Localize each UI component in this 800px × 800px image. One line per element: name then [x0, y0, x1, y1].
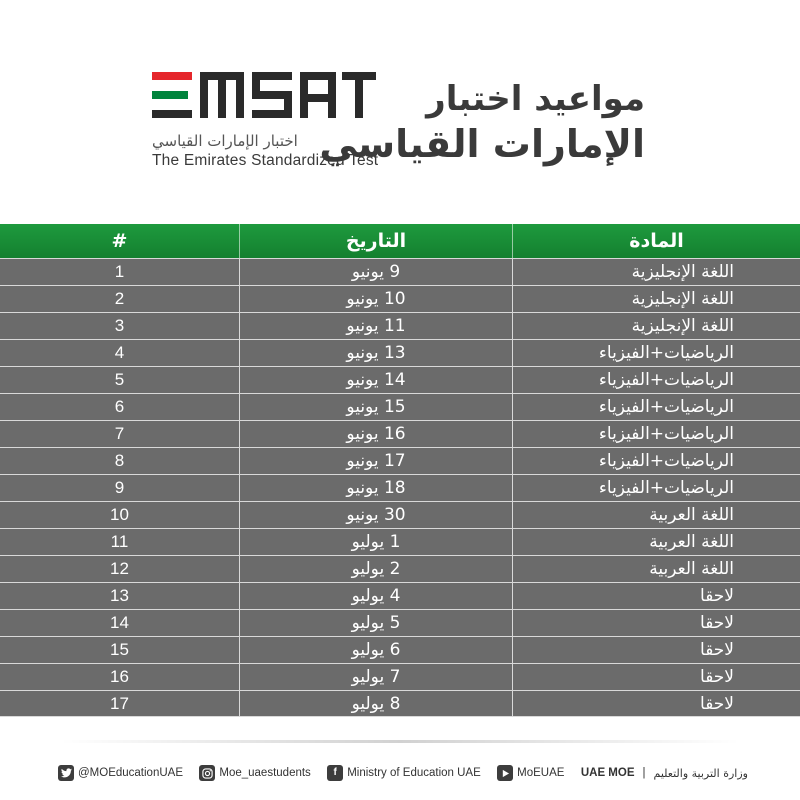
row-number: 10 — [0, 502, 240, 528]
row-date: 6 يوليو — [240, 637, 513, 663]
footer-youtube[interactable] — [497, 765, 564, 781]
facebook-handle: Ministry of Education UAE — [347, 767, 481, 779]
row-subject: الرياضيات+الفيزياء — [598, 451, 734, 471]
row-date: 8 يوليو — [240, 691, 513, 716]
row-number: 3 — [0, 313, 240, 339]
row-subject: اللغة الإنجليزية — [631, 316, 734, 336]
footer-ministry — [581, 767, 748, 780]
twitter-icon — [58, 765, 74, 781]
row-date: 2 يوليو — [240, 556, 513, 582]
table-row — [0, 636, 800, 663]
table-row — [0, 555, 800, 582]
row-number: 9 — [0, 475, 240, 501]
row-date: 17 يونيو — [240, 448, 513, 474]
row-number: 1 — [0, 259, 240, 285]
table-row — [0, 528, 800, 555]
row-date: 14 يونيو — [240, 367, 513, 393]
row-date: 7 يوليو — [240, 664, 513, 690]
row-number: 8 — [0, 448, 240, 474]
divider — [60, 740, 740, 743]
table-body — [0, 258, 800, 717]
footer-instagram[interactable] — [199, 765, 310, 781]
row-subject: اللغة العربية — [649, 505, 734, 525]
instagram-icon — [199, 765, 215, 781]
row-number: 5 — [0, 367, 240, 393]
row-date: 1 يوليو — [240, 529, 513, 555]
table-row — [0, 447, 800, 474]
row-subject: لاحقا — [700, 640, 734, 660]
column-header-subject: المادة — [629, 230, 684, 252]
row-number: 15 — [0, 637, 240, 663]
row-number: 4 — [0, 340, 240, 366]
logo-english-text: The Emirates Standardized Test — [152, 152, 379, 169]
title-line-1: مواعيد اختبار — [426, 79, 645, 119]
table-row — [0, 312, 800, 339]
twitter-handle: @MOEducationUAE — [78, 767, 183, 779]
row-subject: اللغة الإنجليزية — [631, 289, 734, 309]
column-header-date: التاريخ — [240, 224, 513, 258]
row-subject: اللغة العربية — [649, 559, 734, 579]
row-subject: الرياضيات+الفيزياء — [598, 478, 734, 498]
row-number: 2 — [0, 286, 240, 312]
footer — [58, 760, 748, 786]
ministry-en: UAE MOE — [580, 767, 635, 779]
footer-facebook[interactable] — [327, 765, 481, 781]
row-subject: الرياضيات+الفيزياء — [598, 397, 734, 417]
page-title — [319, 78, 645, 168]
facebook-icon: f — [327, 765, 343, 781]
youtube-handle: MoEUAE — [517, 767, 565, 779]
row-number: 14 — [0, 610, 240, 636]
row-number: 13 — [0, 583, 240, 609]
row-date: 30 يونيو — [240, 502, 513, 528]
row-subject: الرياضيات+الفيزياء — [598, 424, 734, 444]
table-row — [0, 609, 800, 636]
row-number: 7 — [0, 421, 240, 447]
row-date: 18 يونيو — [240, 475, 513, 501]
table-row — [0, 690, 800, 717]
row-subject: لاحقا — [700, 667, 734, 687]
row-number: 17 — [0, 691, 240, 716]
row-number: 16 — [0, 664, 240, 690]
column-header-number: # — [0, 224, 240, 258]
row-subject: لاحقا — [700, 693, 734, 714]
row-date: 16 يونيو — [240, 421, 513, 447]
row-number: 6 — [0, 394, 240, 420]
ministry-separator: | — [642, 767, 646, 779]
footer-twitter[interactable] — [58, 765, 183, 781]
schedule-table — [0, 224, 800, 717]
row-date: 10 يونيو — [240, 286, 513, 312]
row-date: 11 يونيو — [240, 313, 513, 339]
row-subject: لاحقا — [700, 586, 734, 606]
table-row — [0, 582, 800, 609]
row-subject: الرياضيات+الفيزياء — [598, 343, 734, 363]
row-subject: لاحقا — [700, 613, 734, 633]
row-date: 5 يوليو — [240, 610, 513, 636]
ministry-ar: وزارة التربية والتعليم — [653, 766, 748, 780]
row-number: 12 — [0, 556, 240, 582]
table-row — [0, 285, 800, 312]
instagram-handle: Moe_uaestudents — [219, 767, 311, 779]
table-row — [0, 663, 800, 690]
row-subject: الرياضيات+الفيزياء — [598, 370, 734, 390]
row-number: 11 — [0, 529, 240, 555]
row-subject: اللغة الإنجليزية — [631, 262, 734, 282]
title-line-2: الإمارات القياسي — [319, 122, 645, 166]
table-row — [0, 393, 800, 420]
table-row — [0, 420, 800, 447]
table-row — [0, 501, 800, 528]
row-subject: اللغة العربية — [649, 532, 734, 552]
row-date: 9 يونيو — [240, 259, 513, 285]
table-row — [0, 258, 800, 285]
row-date: 15 يونيو — [240, 394, 513, 420]
logo-arabic-text: اختبار الإمارات القياسي — [152, 132, 298, 150]
row-date: 4 يوليو — [240, 583, 513, 609]
table-row — [0, 474, 800, 501]
row-date: 13 يونيو — [240, 340, 513, 366]
table-row — [0, 366, 800, 393]
youtube-icon — [497, 765, 513, 781]
table-header — [0, 224, 800, 258]
table-row — [0, 339, 800, 366]
